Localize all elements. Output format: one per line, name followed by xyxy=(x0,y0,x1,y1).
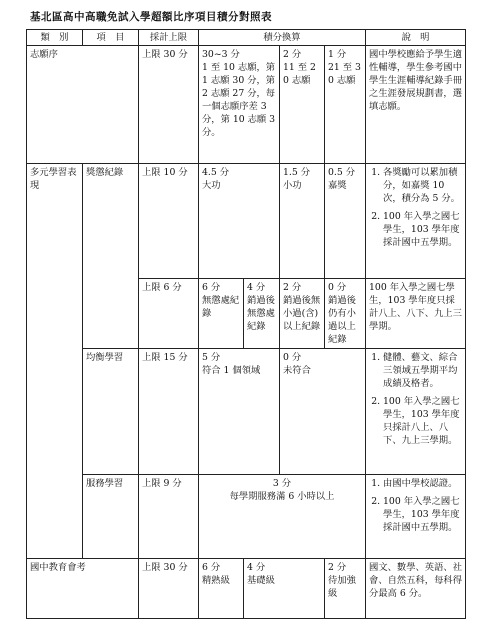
header-category: 類 別 xyxy=(27,30,83,46)
service-notes xyxy=(366,475,466,559)
discipline-remaining-points: 0 分 xyxy=(328,282,347,293)
balanced-pass-label: 符合 1 個領域 xyxy=(202,365,261,376)
exam-row xyxy=(27,559,466,619)
service-limit: 上限 9 分 xyxy=(139,475,199,559)
exam-basic-points: 4 分 xyxy=(247,562,266,573)
discipline-remaining xyxy=(325,279,366,349)
header-conversion: 積分換算 xyxy=(199,30,366,46)
reward-commendation-label: 嘉獎 xyxy=(328,180,347,191)
note-item: 1. 健體、藝文、綜合三領域五學期平均成績及格者。 xyxy=(383,351,462,390)
reward-minor-merit-points: 1.5 分 xyxy=(283,167,311,178)
balanced-fail xyxy=(280,349,366,475)
header-limit: 採計上限 xyxy=(139,30,199,46)
note-item: 2. 100 年入學之國七學生，103 學年度採計國中五學期。 xyxy=(383,495,462,534)
balanced-notes xyxy=(366,349,466,475)
diverse-category: 多元學習表現 xyxy=(27,164,83,559)
reward-limit-b: 上限 6 分 xyxy=(139,279,199,349)
exam-limit: 上限 30 分 xyxy=(139,559,199,619)
aspiration-category: 志願序 xyxy=(27,46,139,164)
reward-major-merit-points: 4.5 分 xyxy=(202,167,230,178)
reward-major-merit xyxy=(199,164,280,279)
score-table xyxy=(26,29,466,619)
note-item: 1. 由國中學校認證。 xyxy=(383,477,462,490)
exam-proficient xyxy=(199,559,244,619)
reward-major-merit-label: 大功 xyxy=(202,180,221,191)
reward-minor-merit xyxy=(280,164,325,279)
exam-proficient-points: 6 分 xyxy=(202,562,221,573)
discipline-cleared xyxy=(244,279,280,349)
reward-row-merit xyxy=(27,164,466,279)
exam-improve xyxy=(325,559,366,619)
exam-improve-points: 2 分 xyxy=(328,562,347,573)
aspiration-notes: 國中學校應給予學生適性輔導，學生參考國中學生生涯輔導紀錄手冊之生涯發展規劃書，選填志願。 xyxy=(366,46,466,164)
exam-improve-label: 待加強級 xyxy=(328,575,356,599)
discipline-no-minor-points: 2 分 xyxy=(283,282,302,293)
exam-proficient-label: 精熟級 xyxy=(202,575,230,586)
aspiration-score-21to30: 1 分 21 至 30 志願 xyxy=(325,46,366,164)
reward-notes-b: 100 年入學之國七學生，103 學年度只採計八上、八下、九上三學期。 xyxy=(366,279,466,349)
reward-commendation-points: 0.5 分 xyxy=(328,167,356,178)
discipline-none xyxy=(199,279,244,349)
discipline-cleared-label: 銷過後無懲處紀錄 xyxy=(247,295,275,332)
reward-minor-merit-label: 小功 xyxy=(283,180,302,191)
discipline-no-minor xyxy=(280,279,325,349)
discipline-none-label: 無懲處紀錄 xyxy=(202,295,240,319)
reward-notes-a xyxy=(366,164,466,279)
reward-limit-a: 上限 10 分 xyxy=(139,164,199,279)
header-item: 項 目 xyxy=(83,30,139,46)
aspiration-row xyxy=(27,46,466,164)
balanced-item: 均衡學習 xyxy=(83,349,139,475)
balanced-pass xyxy=(199,349,280,475)
service-score xyxy=(199,475,366,559)
reward-commendation xyxy=(325,164,366,279)
note-item: 2. 100 年入學之國七學生，103 學年度採計國中五學期。 xyxy=(383,210,462,249)
exam-category: 國中教育會考 xyxy=(27,559,139,619)
discipline-remaining-label: 銷過後仍有小過以上紀錄 xyxy=(328,295,356,345)
balanced-limit: 上限 15 分 xyxy=(139,349,199,475)
note-item: 2. 100 年入學之國七學生，103 學年度只採計八上、八下、九上三學期。 xyxy=(383,395,462,447)
service-row xyxy=(27,475,466,559)
balanced-pass-points: 5 分 xyxy=(202,352,221,363)
discipline-cleared-points: 4 分 xyxy=(247,282,266,293)
aspiration-score-1to10: 30~3 分 1 至 10 志願，第 1 志願 30 分，第 2 志願 27 分，每一個志願序差 3 分，第 10 志願 3 分。 xyxy=(199,46,280,164)
balanced-fail-points: 0 分 xyxy=(283,352,302,363)
exam-notes: 國文、數學、英語、社會、自然五科，每科得分最高 6 分。 xyxy=(366,559,466,619)
note-item: 1. 各獎勵可以累加積分，如嘉獎 10 次，積分為 5 分。 xyxy=(383,166,462,205)
discipline-none-points: 6 分 xyxy=(202,282,221,293)
service-item: 服務學習 xyxy=(83,475,139,559)
header-row xyxy=(27,30,466,46)
balanced-fail-label: 未符合 xyxy=(283,365,311,376)
discipline-no-minor-label: 銷過後無小過(含)以上紀錄 xyxy=(283,295,321,332)
aspiration-limit: 上限 30 分 xyxy=(139,46,199,164)
header-notes: 說 明 xyxy=(366,30,466,46)
balanced-row xyxy=(27,349,466,475)
exam-basic-label: 基礎級 xyxy=(247,575,275,586)
service-points: 3 分 xyxy=(272,478,292,489)
exam-basic xyxy=(244,559,325,619)
aspiration-score-11to20: 2 分 11 至 20 志願 xyxy=(280,46,325,164)
page-title: 基北區高中高職免試入學超額比序項目積分對照表 xyxy=(30,11,272,23)
reward-item: 獎懲紀錄 xyxy=(83,164,139,349)
service-label: 每學期服務滿 6 小時以上 xyxy=(229,491,335,502)
